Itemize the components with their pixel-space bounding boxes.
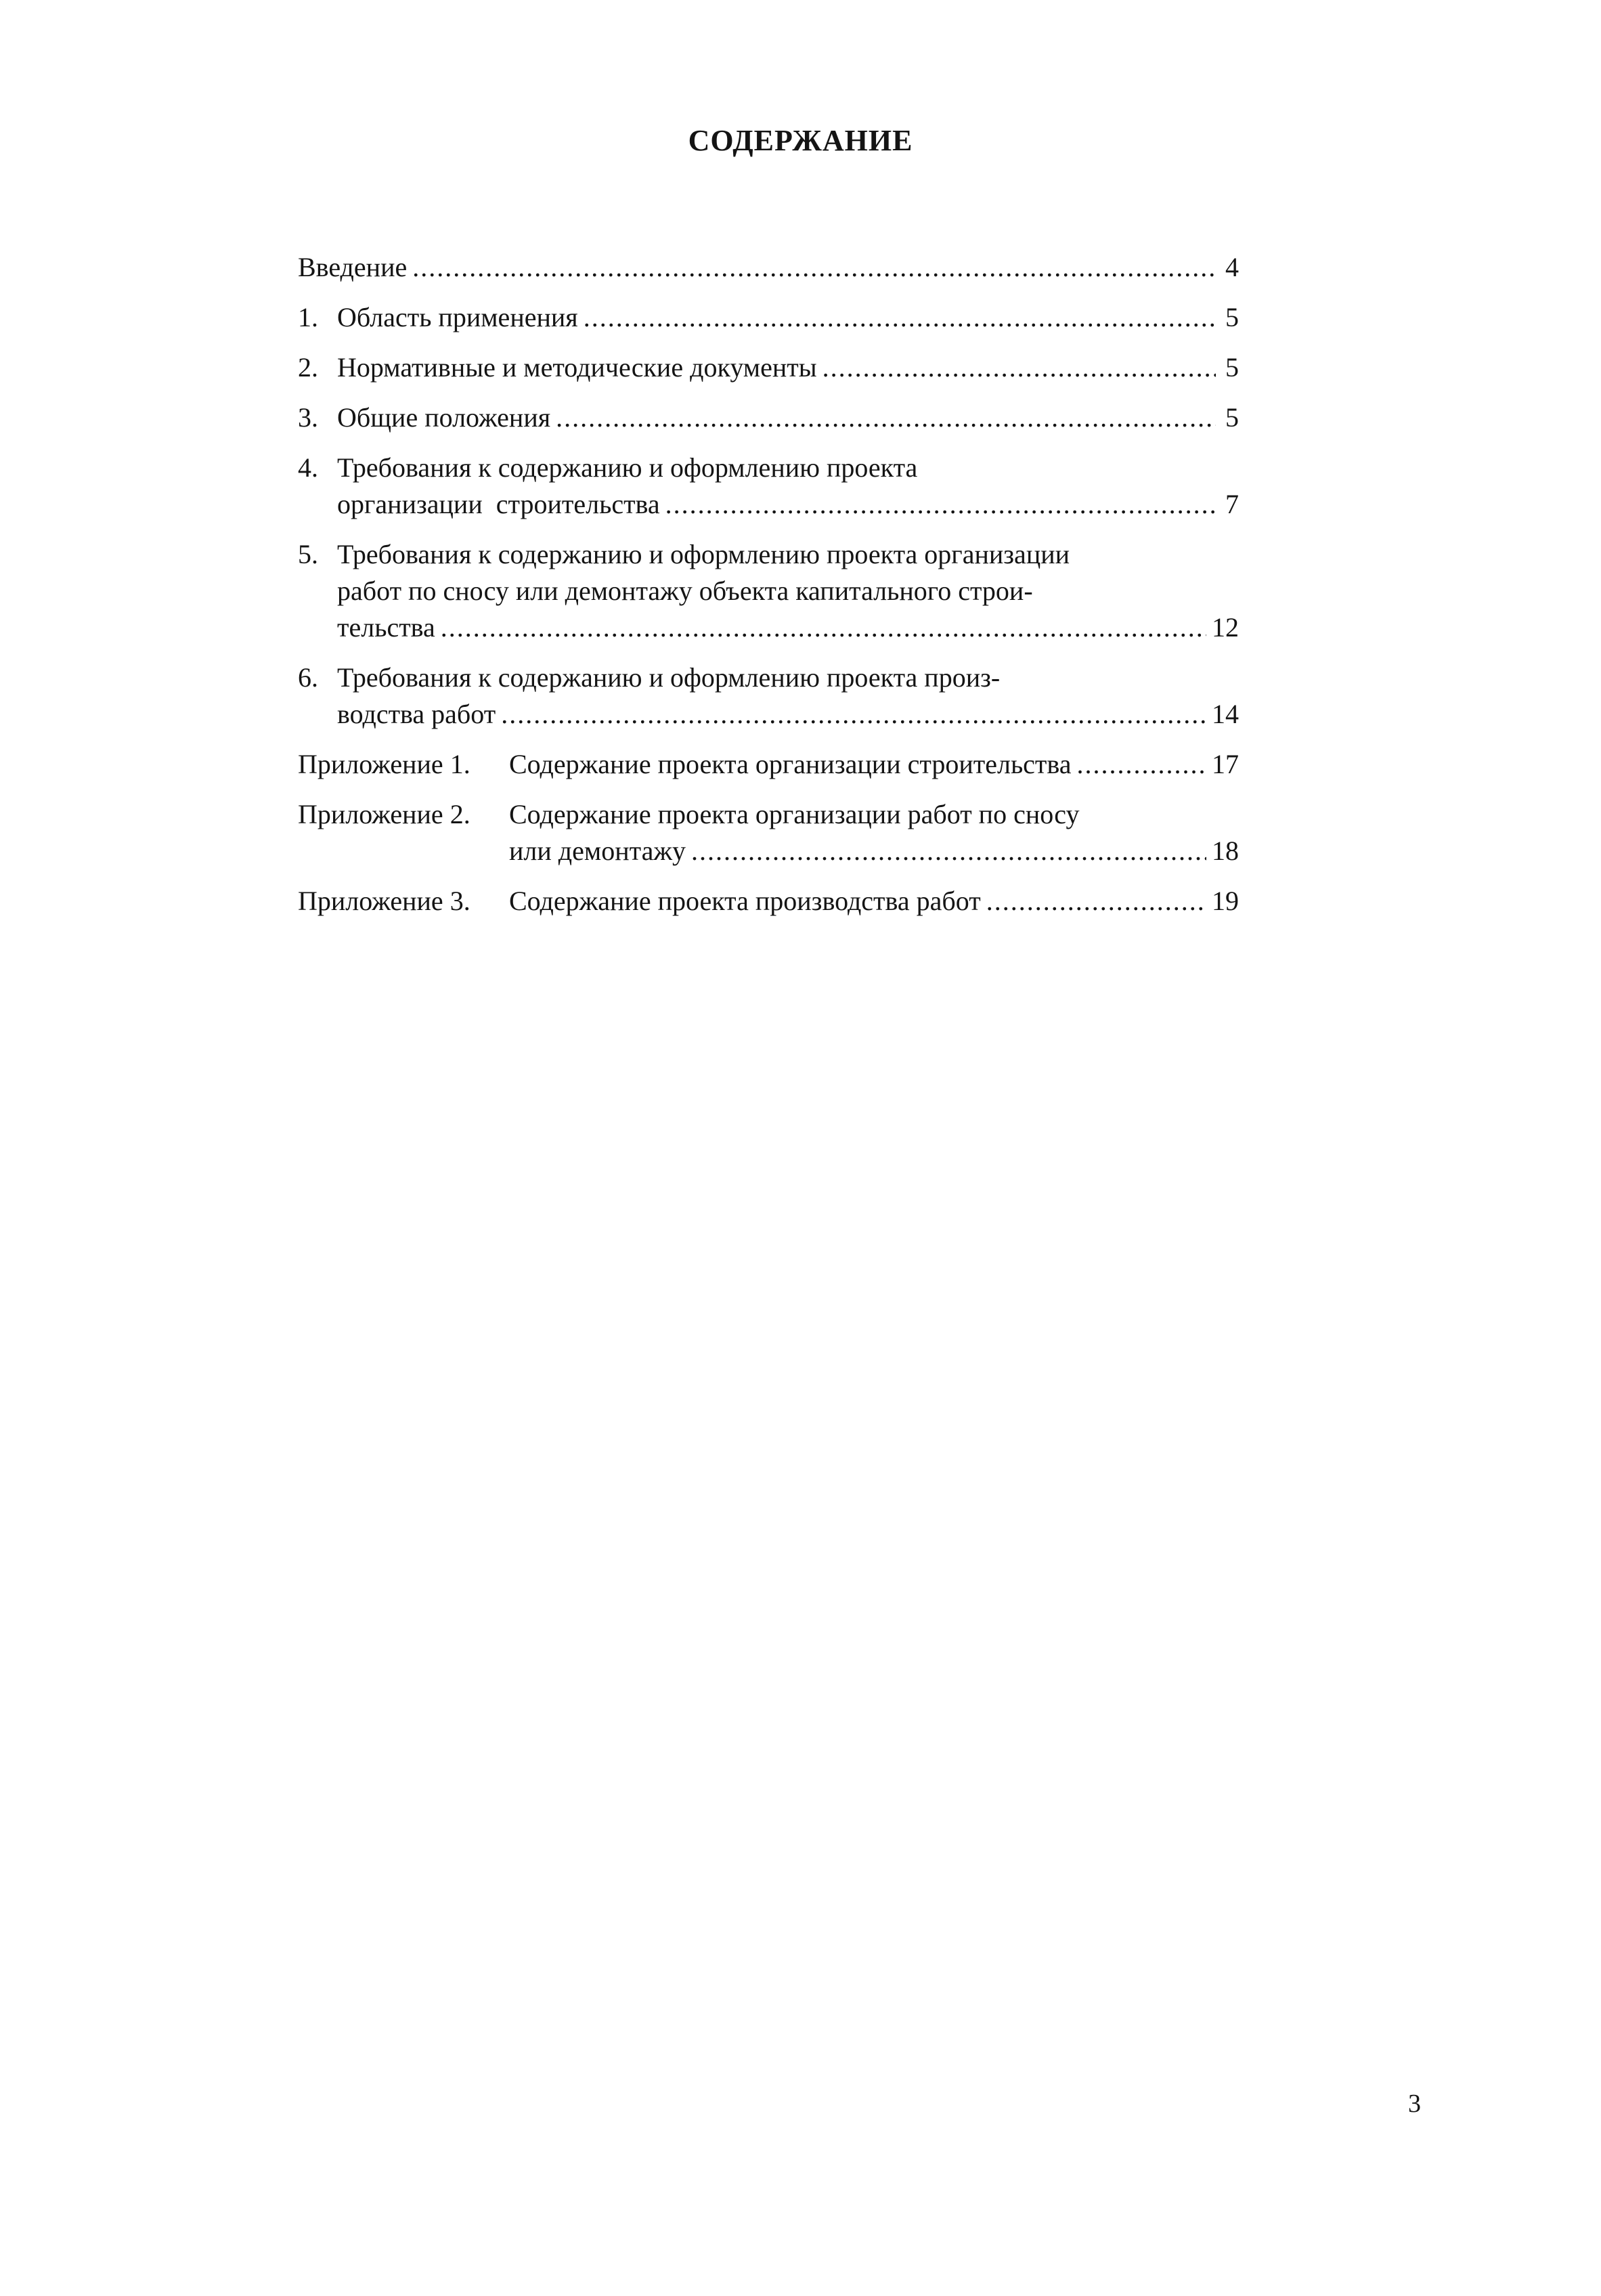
toc-entry-label: Введение <box>298 252 408 282</box>
toc-entry-5 <box>298 536 1239 646</box>
toc-entry-number: 1. <box>298 302 318 332</box>
toc-entry-label: Содержание проекта производства работ <box>509 886 981 916</box>
toc-entry-label-line2: организации строительства <box>337 489 660 519</box>
toc-entry-number: 2. <box>298 352 318 383</box>
toc-page-number: 17 <box>1212 749 1239 779</box>
toc-entry-label: Область применения <box>337 302 578 332</box>
toc-page-number: 5 <box>1225 352 1239 383</box>
toc-entry-label-line3: тельства <box>337 612 435 643</box>
toc-entry-introduction <box>298 249 1239 286</box>
dot-leader <box>412 249 1216 286</box>
toc-entry-appendix-3 <box>298 883 1239 919</box>
dot-leader <box>584 299 1216 336</box>
table-of-contents <box>298 249 1239 933</box>
toc-entry-number: 5. <box>298 539 318 569</box>
toc-entry-1 <box>298 299 1239 336</box>
toc-entry-number: 6. <box>298 662 318 693</box>
page-number: 3 <box>1408 2089 1421 2118</box>
toc-entry-label: Нормативные и методические документы <box>337 352 817 383</box>
toc-page-number: 18 <box>1212 836 1239 866</box>
toc-page-number: 14 <box>1212 699 1239 729</box>
toc-page-number: 5 <box>1225 302 1239 332</box>
toc-entry-label-line2: работ по сносу или демонтажу объекта капитального строи- <box>337 576 1033 606</box>
toc-entry-number: 4. <box>298 452 318 483</box>
toc-appendix-prefix: Приложение 3. <box>298 886 470 916</box>
dot-leader <box>501 696 1206 733</box>
toc-entry-label-line2: или демонтажу <box>509 836 686 866</box>
toc-entry-appendix-1 <box>298 746 1239 783</box>
dot-leader <box>823 349 1216 386</box>
dot-leader <box>665 486 1216 523</box>
toc-page-number: 7 <box>1225 489 1239 519</box>
toc-entry-3 <box>298 399 1239 436</box>
dot-leader <box>441 609 1206 646</box>
toc-entry-6 <box>298 659 1239 733</box>
toc-entry-label-line1: Требования к содержанию и оформлению проекта произ- <box>337 662 1001 693</box>
toc-page-number: 12 <box>1212 612 1239 643</box>
dot-leader <box>986 883 1206 919</box>
toc-entry-2 <box>298 349 1239 386</box>
dot-leader <box>556 399 1216 436</box>
toc-entry-label-line1: Требования к содержанию и оформлению проекта организации <box>337 539 1070 569</box>
toc-page-number: 4 <box>1225 252 1239 282</box>
toc-entry-4 <box>298 450 1239 523</box>
toc-entry-label-line1: Содержание проекта организации работ по сносу <box>509 799 1080 829</box>
toc-entry-label-line1: Требования к содержанию и оформлению проекта <box>337 452 918 483</box>
toc-appendix-prefix: Приложение 1. <box>298 749 470 779</box>
toc-entry-appendix-2 <box>298 796 1239 869</box>
toc-entry-number: 3. <box>298 402 318 433</box>
toc-entry-label: Содержание проекта организации строительства <box>509 749 1072 779</box>
dot-leader <box>691 833 1206 869</box>
page-title: СОДЕРЖАНИЕ <box>688 124 913 157</box>
toc-entry-label-line2: водства работ <box>337 699 496 729</box>
toc-appendix-prefix: Приложение 2. <box>298 799 470 829</box>
toc-page-number: 19 <box>1212 886 1239 916</box>
toc-page-number: 5 <box>1225 402 1239 433</box>
dot-leader <box>1077 746 1206 783</box>
toc-entry-label: Общие положения <box>337 402 551 433</box>
